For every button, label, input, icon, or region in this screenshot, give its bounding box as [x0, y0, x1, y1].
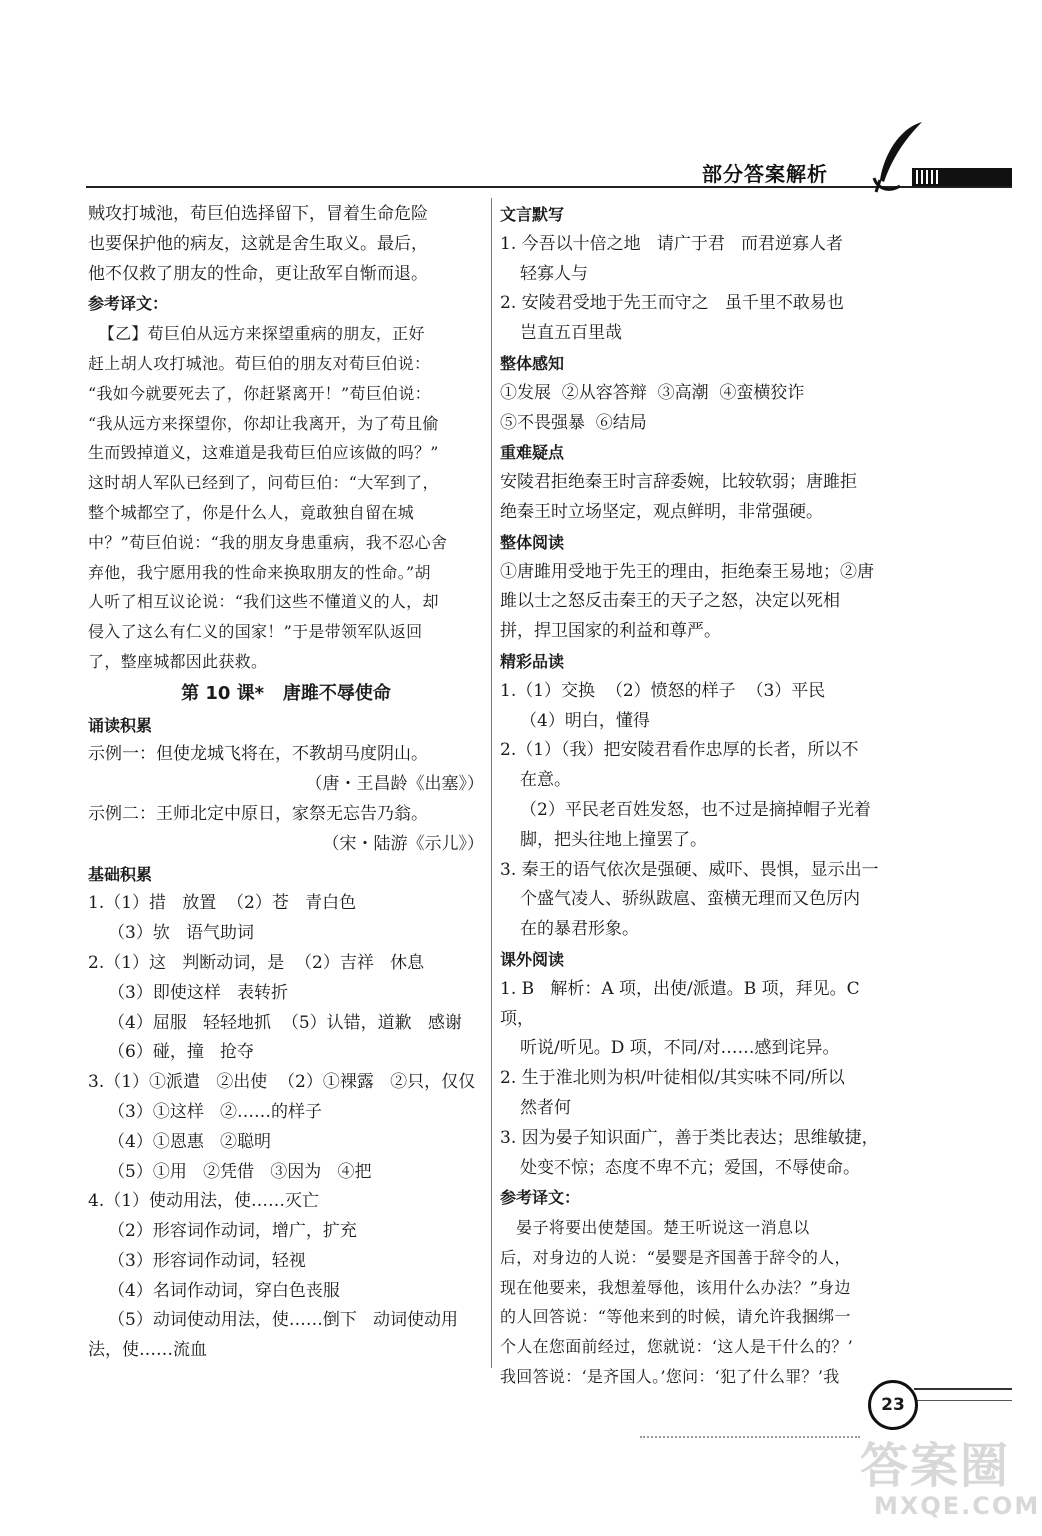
- answer-line: 1.（1）交换 （2）愤怒的样子 （3）平民: [500, 680, 826, 701]
- answer-line: 2. 生于淮北则为枳/叶徒相似/其实味不同/所以: [500, 1068, 845, 1089]
- translation-line: “我如今就要死去了，你赶紧离开！”荀巨伯说：: [88, 383, 431, 403]
- answer-line: 法，使……流血: [88, 1340, 207, 1361]
- answer-line: 3. 秦王的语气依次是强硬、威吓、畏惧，显示出一: [500, 859, 879, 880]
- answer-line: 雎以士之怒反击秦王的天子之怒，决定以死相: [500, 591, 840, 612]
- translation-line: “我从远方来探望你，你却让我离开，为了苟且偷: [88, 413, 439, 433]
- answer-line: 然者何: [520, 1097, 571, 1118]
- answer-line: 也要保护他的病友，这就是舍生取义。最后，: [88, 233, 428, 254]
- answer-line: ①唐雎用受地于先王的理由，拒绝秦王易地；②唐: [500, 561, 874, 582]
- answer-line: 4.（1）使动用法，使……灭亡: [88, 1191, 320, 1212]
- section-heading: 参考译文：: [88, 294, 169, 314]
- answer-line: ①发展 ②从容答辩 ③高潮 ④蛮横狡诈: [500, 382, 805, 403]
- answer-line: （6）碰，撞 抢夺: [108, 1042, 255, 1063]
- watermark-line2: MXQE.COM: [874, 1492, 1041, 1520]
- answer-line: （4）①恩惠 ②聪明: [108, 1131, 272, 1152]
- citation: （宋・陆游《示儿》）: [322, 833, 484, 854]
- answer-line: 1. B 解析：A 项，出使/派遣。B 项，拜见。C 项，: [500, 978, 866, 1029]
- answer-line: 拼，捍卫国家的利益和尊严。: [500, 621, 721, 642]
- answer-line: 3. 因为晏子知识面广，善于类比表达；思维敏捷，: [500, 1127, 879, 1148]
- answer-line: （2）平民老百姓发怒，也不过是摘掉帽子光着: [520, 799, 871, 820]
- translation-line: 生而毁掉道义，这难道是我荀巨伯应该做的吗？”: [88, 443, 439, 463]
- section-heading: 诵读积累: [88, 715, 153, 735]
- translation-line: 现在他要来，我想羞辱他，该用什么办法？”身边: [500, 1277, 851, 1297]
- answer-line: 轻寡人与: [520, 263, 588, 284]
- watermark-logo: [860, 1438, 1041, 1530]
- translation-line: 我回答说：‘是齐国人。’您问：‘犯了什么罪？’我: [500, 1367, 840, 1387]
- answer-line: 贼攻打城池，荀巨伯选择留下，冒着生命危险: [88, 204, 428, 224]
- answer-line: （4）屈服 轻轻地抓 （5）认错，道歉 感谢: [108, 1012, 462, 1033]
- answer-line: 安陵君拒绝秦王时言辞委婉，比较软弱；唐雎拒: [500, 472, 857, 493]
- header-ticks-decoration: [916, 170, 938, 184]
- citation: （唐・王昌龄《出塞》）: [305, 774, 484, 795]
- header-title: 部分答案解析: [702, 162, 828, 186]
- answer-line: 听说/听见。D 项，不同/对……感到诧异。: [520, 1038, 840, 1059]
- translation-line: 人听了相互议论说：“我们这些不懂道义的人，却: [88, 592, 439, 612]
- answer-line: 1. 今吾以十倍之地 请广于君 而君逆寡人者: [500, 233, 844, 254]
- translation-line: 的人回答说：“等他来到的时候，请允许我捆绑一: [500, 1307, 851, 1327]
- section-heading: 参考译文：: [500, 1188, 581, 1208]
- section-heading: 基础积累: [88, 864, 153, 884]
- answer-line: （3）即使这样 表转折: [108, 982, 289, 1003]
- translation-line: 侵入了这么有仁义的国家！”于是带领军队返回: [88, 622, 423, 642]
- section-heading: 精彩品读: [500, 651, 565, 671]
- answer-line: （3）①这样 ②……的样子: [108, 1101, 323, 1122]
- translation-line: 后，对身边的人说：“晏婴是齐国善于辞令的人，: [500, 1247, 851, 1267]
- answer-line: 2.（1）这 判断动词，是 （2）吉祥 休息: [88, 952, 425, 973]
- answer-line: 2. 安陵君受地于先王而守之 虽千里不敢易也: [500, 293, 844, 314]
- section-heading: 整体阅读: [500, 532, 565, 552]
- footer-lines-decoration: [914, 1388, 1012, 1401]
- answer-line: 在的暴君形象。: [520, 919, 639, 940]
- answer-line: 处变不惊；态度不卑不亢；爱国，不辱使命。: [520, 1157, 860, 1178]
- column-divider: [491, 198, 492, 1368]
- translation-line: 中？”荀巨伯说：“我的朋友身患重病，我不忍心舍: [88, 532, 448, 552]
- right-column: [500, 200, 896, 1392]
- section-heading: 整体感知: [500, 353, 565, 373]
- answer-line: （5）动词使动用法，使……倒下 动词使动用: [108, 1310, 459, 1331]
- translation-line: 整个城都空了，你是什么人，竟敢独自留在城: [88, 502, 415, 522]
- answer-line: （4）明白，懂得: [520, 710, 650, 731]
- answer-line: 3.（1）①派遣 ②出使 （2）①裸露 ②只，仅仅: [88, 1072, 476, 1093]
- answer-line: 示例一：但使龙城飞将在，不教胡马度阴山。: [88, 744, 428, 765]
- answer-line: 脚，把头往地上撞罢了。: [520, 829, 707, 850]
- answer-line: 在意。: [520, 770, 571, 791]
- left-column: [88, 200, 484, 1366]
- answer-line: （4）名词作动词，穿白色丧服: [108, 1280, 340, 1301]
- translation-line: 弃他，我宁愿用我的性命来换取朋友的性命。”胡: [88, 562, 431, 582]
- translation-line: 了，整座城都因此获救。: [88, 651, 268, 671]
- answer-line: 个盛气凌人、骄纵跋扈、蛮横无理而又色厉内: [520, 889, 860, 910]
- answer-line: 2.（1）（我）把安陵君看作忠厚的长者，所以不: [500, 740, 859, 761]
- answer-line: ⑤不畏强暴 ⑥结局: [500, 412, 647, 433]
- answer-line: 绝秦王时立场坚定，观点鲜明，非常强硬。: [500, 501, 823, 522]
- section-heading: 重难疑点: [500, 443, 565, 463]
- answer-line: （3）形容词作动词，轻视: [108, 1250, 306, 1271]
- watermark-line1: 答案圈: [860, 1438, 1011, 1494]
- lesson-title: 第 10 课* 唐雎不辱使命: [181, 682, 391, 704]
- answer-line: 示例二：王师北定中原日，家祭无忘告乃翁。: [88, 803, 428, 824]
- quill-pen-icon: [870, 118, 930, 198]
- answer-line: 1.（1）措 放置 （2）苍 青白色: [88, 893, 357, 914]
- section-heading: 课外阅读: [500, 949, 565, 969]
- answer-line: （2）形容词作动词，增广，扩充: [108, 1221, 357, 1242]
- translation-line: 个人在您面前经过，您就说：‘这人是干什么的？’: [500, 1337, 854, 1357]
- page-number: 23: [868, 1380, 918, 1430]
- answer-line: 他不仅救了朋友的性命，更让敌军自惭而退。: [88, 263, 428, 284]
- footer-dotted-line: [640, 1436, 860, 1438]
- section-heading: 文言默写: [500, 205, 565, 224]
- translation-line: 这时胡人军队已经到了，问荀巨伯：“大军到了，: [88, 473, 439, 493]
- answer-line: （5）①用 ②凭借 ③因为 ④把: [108, 1161, 372, 1182]
- translation-line: 【乙】荀巨伯从远方来探望重病的朋友，正好: [88, 324, 425, 344]
- translation-line: 赶上胡人攻打城池。荀巨伯的朋友对荀巨伯说：: [88, 353, 431, 373]
- translation-line: 晏子将要出使楚国。楚王听说这一消息以: [500, 1218, 810, 1238]
- answer-line: 岂直五百里哉: [520, 323, 622, 344]
- answer-line: （3）欤 语气助词: [108, 923, 255, 944]
